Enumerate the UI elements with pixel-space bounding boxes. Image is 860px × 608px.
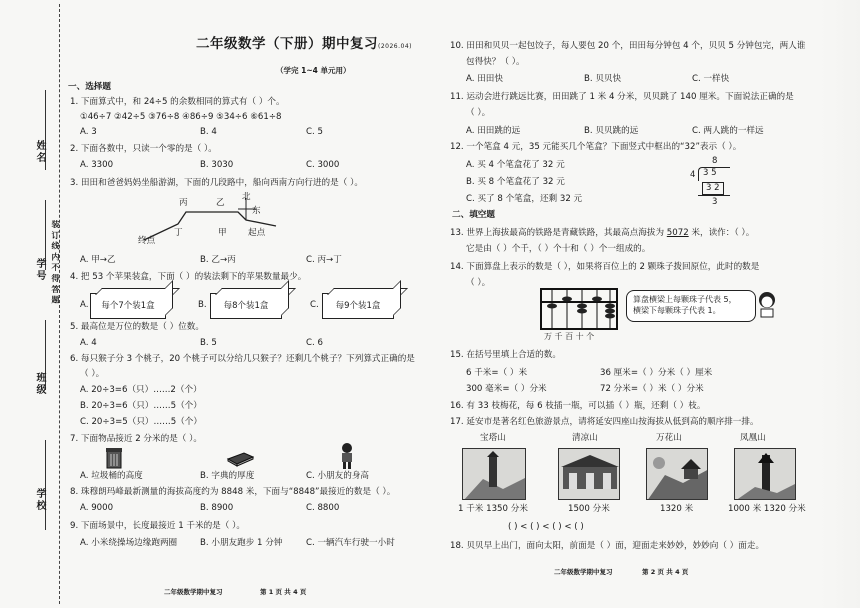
qingliang-mountain-image — [558, 448, 620, 500]
q14-stem-2: （ ）。 — [466, 278, 491, 288]
q4-option-a[interactable]: A. — [80, 300, 89, 310]
q6-option-b[interactable]: B. 20÷3=6（只）……5（个） — [80, 401, 202, 411]
q7-stem: 7. 下面物品接近 2 分米的是（ ）。 — [70, 434, 203, 444]
q17-name-1: 宝塔山 — [480, 433, 506, 443]
dictionary-icon — [226, 451, 254, 467]
q5-option-c[interactable]: C. 6 — [306, 338, 323, 348]
q3-label-bing: 丙 — [179, 198, 188, 208]
abacus-image — [540, 288, 618, 330]
footer-left-title: 二年级数学期中复习 — [164, 588, 223, 596]
school-label: 学校 — [34, 488, 45, 512]
q13-text-b: 米，读作：（ ）。 — [688, 228, 755, 238]
q15-stem: 15. 在括号里填上合适的数。 — [450, 350, 561, 360]
q3-option-c[interactable]: C. 丙→丁 — [306, 255, 342, 265]
scope-note: （学完 1~4 单元用） — [276, 66, 351, 75]
q8-option-b[interactable]: B. 8900 — [200, 503, 234, 513]
q17-height-3: 1320 米 — [660, 504, 694, 514]
fenghuang-mountain-image — [734, 448, 796, 500]
q17-height-2: 1500 分米 — [568, 504, 610, 514]
q1-option-a[interactable]: A. 3 — [80, 127, 97, 137]
q13-line-2: 它是由（ ）个千，（ ）个十和（ ）个一组成的。 — [466, 244, 651, 254]
long-division — [690, 156, 736, 212]
q6-stem: 6. 每只猴子分 3 个桃子，20 个桃子可以分给几只猴子？还剩几个桃子？下列算式正确的是 — [70, 354, 415, 364]
q1-exprs: ①46÷7 ②42÷5 ③76÷8 ④86÷9 ⑤34÷6 ⑥61÷8 — [80, 112, 282, 122]
q3-label-start: 起点 — [248, 228, 266, 238]
q13-text-a: 13. 世界上海拔最高的铁路是青藏铁路，其最高点海拔为 — [450, 228, 667, 238]
seal-line-text: 装 订 线 内 不 得 答 题 — [51, 220, 60, 304]
school-fill-line — [45, 440, 46, 530]
q4-stem: 4. 把 53 个苹果装盒，下面（ ）的装法剩下的苹果数量最少。 — [70, 272, 307, 282]
q11-stem-2: （ ）。 — [466, 108, 491, 118]
q7-option-b[interactable]: B. 字典的厚度 — [200, 471, 255, 481]
q5-stem: 5. 最高位是万位的数是（ ）位数。 — [70, 322, 204, 332]
q10-option-a[interactable]: A. 田田快 — [466, 74, 503, 84]
q13-line-1 — [450, 228, 754, 239]
q9-option-b[interactable]: B. 小朋友跑步 1 分钟 — [200, 538, 283, 548]
q4-option-b[interactable]: B. — [198, 300, 207, 310]
q12-option-c[interactable]: C. 买了 8 个笔盒，还剩 32 元 — [466, 194, 583, 204]
q7-option-c[interactable]: C. 小朋友的身高 — [306, 471, 370, 481]
q4-box-b — [210, 293, 282, 319]
q15-item-2: 36 厘米=（ ）分米（ ）厘米 — [600, 368, 713, 378]
q17-name-3: 万花山 — [656, 433, 682, 443]
q9-option-a[interactable]: A. 小米绕操场边缘跑两圈 — [80, 538, 178, 548]
q8-option-c[interactable]: C. 8800 — [306, 503, 340, 513]
q2-option-b[interactable]: B. 3030 — [200, 160, 234, 170]
q10-option-b[interactable]: B. 贝贝快 — [584, 74, 622, 84]
q18-stem: 18. 贝贝早上出门，面向太阳，前面是（ ）面，迎面走来妙妙，妙妙向（ ）面走。 — [450, 541, 765, 551]
q10-stem-2: 包得快？（ ）。 — [466, 57, 525, 67]
q6-option-a[interactable]: A. 20÷3=6（只）……2（个） — [80, 385, 202, 395]
q17-name-2: 清凉山 — [572, 433, 598, 443]
q11-option-a[interactable]: A. 田田跳的远 — [466, 126, 521, 136]
q2-stem: 2. 下面各数中，只读一个零的是（ ）。 — [70, 144, 217, 154]
abacus-place-labels: 万 千 百 十 个 — [544, 332, 595, 341]
q3-label-north: 北 — [242, 192, 251, 202]
division-remainder: 3 — [712, 197, 718, 207]
q9-stem: 9. 下面场景中，长度最接近 1 千米的是（ ）。 — [70, 521, 245, 531]
q4-box-c — [322, 293, 394, 319]
q5-option-a[interactable]: A. 4 — [80, 338, 97, 348]
q14-stem: 14. 下面算盘上表示的数是（ ），如果将百位上的 2 颗珠子拨回原位，此时的数是 — [450, 262, 760, 272]
q4-box-a-text: 每个7个装1盒 — [101, 300, 155, 311]
q11-option-c[interactable]: C. 两人跳的一样远 — [692, 126, 764, 136]
q7-option-a[interactable]: A. 垃圾桶的高度 — [80, 471, 143, 481]
q11-stem: 11. 运动会进行跳远比赛，田田跳了 1 米 4 分米，贝贝跳了 140 厘米。下面说法正确的是 — [450, 92, 794, 102]
class-label: 班级 — [34, 372, 45, 396]
q17-name-4: 凤凰山 — [740, 433, 766, 443]
q15-item-4: 72 分米=（ ）米（ ）分米 — [600, 384, 704, 394]
q5-option-b[interactable]: B. 5 — [200, 338, 217, 348]
speech-bubble: 算盘横梁上每颗珠子代表 5， 横梁下每颗珠子代表 1。 — [626, 290, 756, 322]
q3-option-a[interactable]: A. 甲→乙 — [80, 255, 116, 265]
footer-right-page: 第 2 页 共 4 页 — [642, 568, 689, 576]
q17-order-blanks: ( ) < ( ) < ( ) < ( ) — [508, 522, 584, 532]
q15-item-3: 300 毫米=（ ）分米 — [466, 384, 547, 394]
q4-box-a — [90, 293, 166, 319]
division-quotient: 8 — [712, 156, 718, 166]
division-product-boxed: 3 2 — [702, 182, 724, 195]
q1-option-c[interactable]: C. 5 — [306, 127, 323, 137]
section-choice-heading: 一、选择题 — [68, 82, 111, 92]
q10-option-c[interactable]: C. 一样快 — [692, 74, 730, 84]
child-figure-icon — [338, 442, 356, 470]
q4-option-c[interactable]: C. — [310, 300, 319, 310]
q11-option-b[interactable]: B. 贝贝跳的远 — [584, 126, 639, 136]
q13-altitude: 5072 — [666, 228, 689, 238]
q3-label-east: 东 — [252, 206, 261, 216]
title-date: (2026.04) — [378, 43, 412, 50]
id-label: 学号 — [34, 258, 45, 282]
q12-option-a[interactable]: A. 买 4 个笔盒花了 32 元 — [466, 160, 565, 170]
q1-option-b[interactable]: B. 4 — [200, 127, 217, 137]
scan-edge-fade — [820, 0, 860, 608]
q9-option-c[interactable]: C. 一辆汽车行驶一小时 — [306, 538, 395, 548]
name-label: 姓名 — [34, 140, 45, 164]
q2-option-a[interactable]: A. 3300 — [80, 160, 114, 170]
q16-stem: 16. 有 33 枝梅花，每 6 枝插一瓶，可以插（ ）瓶，还剩（ ）枝。 — [450, 401, 706, 411]
q3-label-yi: 乙 — [216, 198, 225, 208]
q17-stem: 17. 延安市是著名红色旅游景点，请将延安四座山按海拔从低到高的顺序排一排。 — [450, 417, 759, 427]
q4-box-c-text: 每9个装1盒 — [335, 300, 381, 311]
title-text: 二年级数学（下册）期中复习 — [196, 36, 378, 52]
wanhua-mountain-image — [646, 448, 708, 500]
q6-option-c[interactable]: C. 20÷3=5（只）……5（个） — [80, 417, 202, 427]
section-fill-heading: 二、填空题 — [452, 210, 495, 220]
binding-margin — [0, 0, 62, 608]
q3-option-b[interactable]: B. 乙→丙 — [200, 255, 236, 265]
pagoda-mountain-image — [462, 448, 526, 500]
girl-avatar-icon — [756, 290, 778, 318]
division-rule — [698, 195, 730, 196]
page-title — [196, 36, 412, 53]
q12-stem: 12. 一个笔盒 4 元，35 元能买几个笔盒？下面竖式中框出的“32”表示（ ）。 — [450, 142, 742, 152]
q17-height-1: 1 千米 1350 分米 — [458, 504, 528, 514]
trash-can-icon — [104, 447, 124, 469]
q2-option-c[interactable]: C. 3000 — [306, 160, 340, 170]
q8-option-a[interactable]: A. 9000 — [80, 503, 114, 513]
q17-height-4: 1000 米 1320 分米 — [728, 504, 806, 514]
q10-stem: 10. 田田和贝贝一起包饺子，每人要包 20 个，田田每分钟包 4 个，贝贝 5 分钟包完，两人谁 — [450, 41, 806, 51]
q1-stem: 1. 下面算式中，和 24÷5 的余数相同的算式有（ ）个。 — [70, 97, 285, 107]
q6-stem-2: （ ）。 — [80, 369, 105, 379]
q3-label-jia: 甲 — [218, 228, 227, 238]
q3-label-ding: 丁 — [174, 228, 183, 238]
q15-item-1: 6 千米=（ ）米 — [466, 368, 528, 378]
division-divisor: 4 — [690, 170, 696, 180]
q3-stem: 3. 田田和爸爸妈妈坐船游湖，下面的几段路中，船向西南方向行进的是（ ）。 — [70, 178, 363, 188]
q12-option-b[interactable]: B. 买 8 个笔盒花了 32 元 — [466, 177, 565, 187]
division-dividend: 3 5 — [698, 167, 730, 181]
q8-stem: 8. 珠穆朗玛峰最新测量的海拔高度约为 8848 米，下面与“8848”最接近的数是（ ）。 — [70, 487, 396, 497]
q3-label-end: 终点 — [138, 236, 156, 246]
footer-left-page: 第 1 页 共 4 页 — [260, 588, 307, 596]
q4-box-b-text: 每8个装1盒 — [223, 300, 269, 311]
footer-right-title: 二年级数学期中复习 — [554, 568, 613, 576]
